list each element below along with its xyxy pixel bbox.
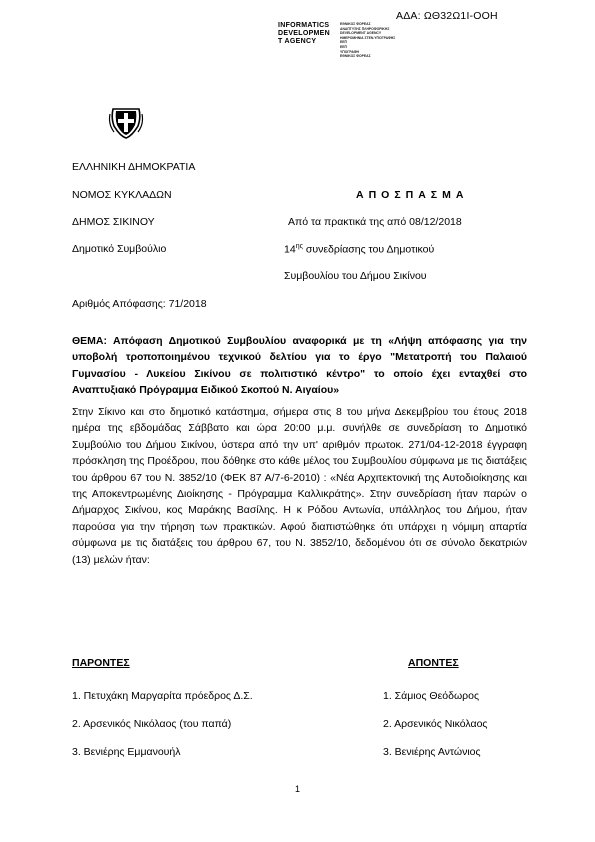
ada-code: ΑΔΑ: ΩΘ32Ω1Ι-ΟΟΗ [396, 10, 498, 22]
stamp-line: ΕΘΝΙΚΟΣ ΦΟΡΕΑΣ [340, 54, 371, 59]
stamp-line: DEVELOPMENT AGENCY [340, 31, 382, 36]
stamp-line: ΕΘΝΙΚΟΣ ΦΟΡΕΑΣ [340, 22, 371, 26]
present-member: 1. Πετυχάκη Μαργαρίτα πρόεδρος Δ.Σ. [72, 690, 253, 702]
present-member: 3. Βενιέρης Εμμανουήλ [72, 746, 181, 758]
stamp-line: ΗΜΕΡΟΜΗΝΙΑ ΣΤΕΝ.ΥΠΟΓΡΑΦΗΣ [340, 35, 396, 40]
prefecture-label: ΝΟΜΟΣ ΚΥΚΛΑΔΩΝ [72, 189, 172, 201]
stamp-line: ΥΠΟΓΡΑΦΗ [340, 49, 359, 54]
logo-line: DEVELOPMEN [278, 30, 331, 37]
page-number: 1 [295, 784, 301, 794]
absent-heading: ΑΠΟΝΤΕΣ [408, 657, 459, 669]
stamp-line: ΑΝΑΠΤΥΞΗΣ ΠΛΗΡΟΦΟΡΙΚΗΣ [340, 26, 390, 31]
republic-label: ΕΛΛΗΝΙΚΗ ΔΗΜΟΚΡΑΤΙΑ [72, 161, 196, 173]
present-member: 2. Αρσενικός Νικόλαος (του παπά) [72, 718, 232, 730]
logo-line: T AGENCY [278, 38, 317, 45]
municipality-label: ΔΗΜΟΣ ΣΙΚΙΝΟΥ [72, 216, 155, 228]
session-number: 14 [284, 243, 296, 256]
session-text: συνεδρίασης του Δημοτικού [302, 243, 435, 256]
absent-member: 1. Σάμιος Θεόδωρος [383, 690, 480, 702]
body-paragraph: Στην Σίκινο και στο δημοτικό κατάστημα, σήμερα στις 8 του μήνα Δεκεμβρίου του έτους 2018 ημέρα της εβδομάδας Σάββατο και ώρα 20:00 μ.μ. συνήλθε σε συνεδρίαση το Δημοτικό Συμβούλιο του Δήμου Σικίνου, ύστερα από την υπ' αριθμόν πρωτοκ. 271/04-12-2018 έγγραφη πρόσκληση της Προέδρου, που δόθηκε στο κάθε μέλος του Συμβουλίου σύμφωνα με τις διατάξεις του άρθρου 67 του Ν. 3852/10 (ΦΕΚ 87 Α/7-6-2010) : «Νέα Αρχιτεκτονική της Αυτοδιοίκησης και της Αποκεντρωμένης Διοίκησης - Πρόγραμμα Καλλικράτης». Στην συνεδρίαση ήταν παρών ο Δήμαρχος Σικίνου, κος Μαράκης Βασίλης. Η κ Ρόδου Αντωνία, υπάλληλος του Δήμου, ήταν παρούσα για την τήρηση των πρακτικών. Αφού διαπιστώθηκε ότι υπάρχει η νόμιμη απαρτία σύμφωνα με τις διατάξεις του άρθρου 67, του Ν. 3852/10, δεδομένου ότι σε σύνολο δεκατριών (13) μελών ήταν: [72, 406, 527, 566]
logo-line: INFORMATICS [278, 22, 330, 29]
absent-member: 3. Βενιέρης Αντώνιος [383, 746, 481, 758]
absent-member: 2. Αρσενικός Νικόλαος [383, 718, 488, 730]
stamp-line: ΕΕΠ [340, 44, 347, 49]
decision-number: Αριθμός Απόφασης: 71/2018 [72, 298, 207, 310]
session-reference-line2: Συμβουλίου του Δήμου Σικίνου [284, 270, 427, 282]
stamp-line: ΕΕΠ [340, 40, 347, 45]
session-reference [284, 243, 434, 256]
greek-emblem-icon [108, 106, 144, 140]
informatics-agency-logo [278, 22, 330, 46]
session-suffix: ης [295, 243, 303, 250]
council-label: Δημοτικό Συμβούλιο [72, 243, 167, 255]
minutes-reference: Από τα πρακτικά της από 08/12/2018 [288, 216, 462, 228]
apospasma-heading: ΑΠΟΣΠΑΣΜΑ [356, 189, 469, 201]
signature-stamp-text [340, 22, 395, 59]
subject-paragraph: ΘΕΜΑ: Απόφαση Δημοτικού Συμβουλίου αναφορικά με τη «Λήψη απόφασης για την υποβολή τροποποιημένου τεχνικού δελτίου για το έργο "Μετατροπή του Παλαιού Γυμνασίου - Λυκείου Σικίνου σε πολιτιστικό κέντρο" το οποίο έχει ενταχθεί στο Αναπτυξιακό Πρόγραμμα Ειδικού Σκοπού Ν. Αιγαίου» [72, 335, 527, 397]
present-heading: ΠΑΡΟΝΤΕΣ [72, 657, 130, 669]
